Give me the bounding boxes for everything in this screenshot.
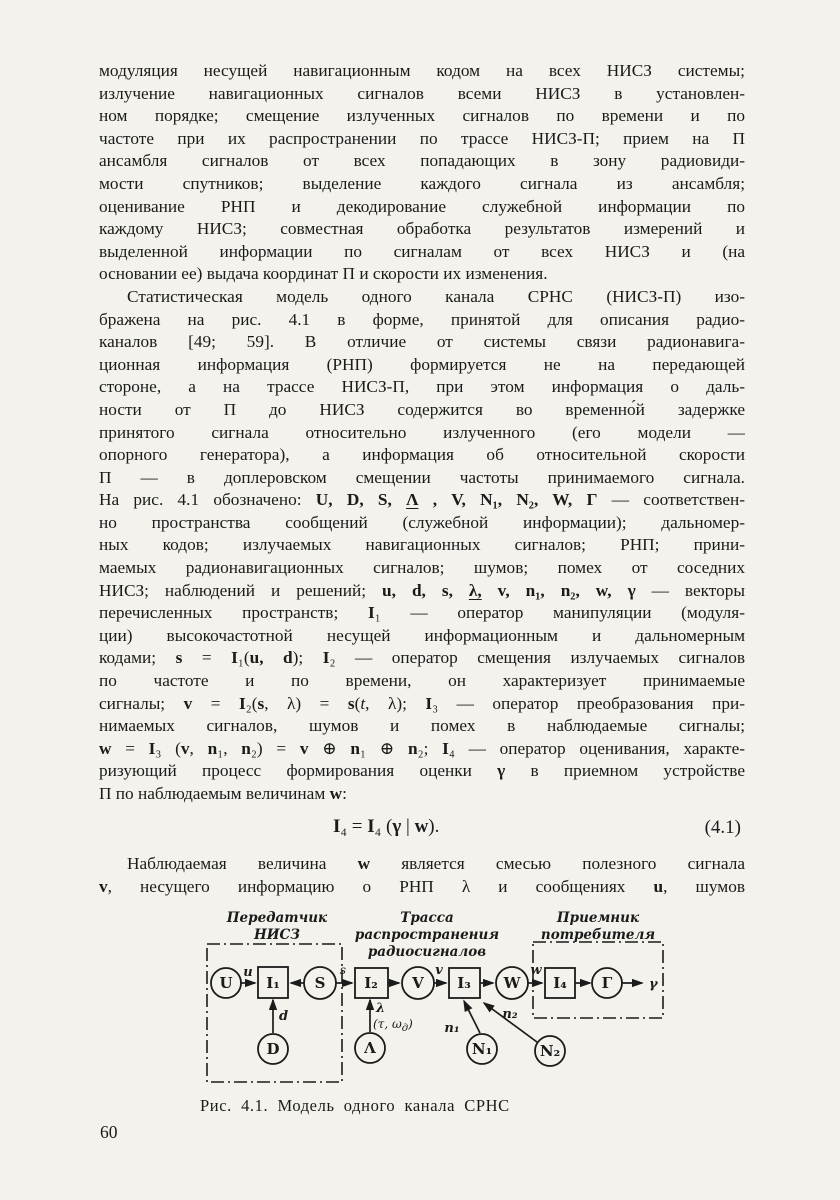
receiver-label: Приемник: [556, 910, 640, 926]
node-Lambda-label: Λ: [364, 1039, 376, 1057]
text-line: ционная информация (РНП) формируется не на передающей: [99, 354, 745, 374]
text-line: ном порядке; смещение излученных сигналов по времени и по: [99, 106, 745, 126]
text-line: оценивание РНП и декодирование служебной информации по: [99, 196, 745, 216]
text-line: П по наблюдаемым величинам w:: [99, 784, 347, 803]
text-line: v, несущего информацию о РНП λ и сообщениях u, шумов: [99, 876, 745, 896]
node-S-label: S: [314, 974, 326, 992]
transmitter-label: Передатчик: [226, 910, 328, 926]
text-line: кодами; s = I₁(u, d); I₂ — оператор смещения излучаемых сигналов: [99, 648, 745, 668]
equation-body: I₄ = I₄ (γ | w).: [333, 816, 440, 837]
operator-I2-label: I₂: [364, 974, 378, 992]
text-line: маемых радионавигационных сигналов; шумов; помех от соседних: [99, 558, 745, 578]
node-N1-label: N₁: [471, 1040, 493, 1058]
page-number: 60: [100, 1122, 118, 1142]
closing-text: [99, 853, 745, 898]
transmitter-boundary: [207, 944, 342, 1082]
text-line: ризующий процесс формирования оценки γ в приемном устройстве: [99, 761, 745, 781]
lambda-parameters-label: (τ, $\omega_д$): [373, 1017, 413, 1034]
operator-I1-label: I₁: [266, 974, 280, 992]
propagation-path-label: радиосигналов: [367, 944, 487, 960]
text-line: стороне, а на трассе НИСЗ-П, при этом информация о даль-: [99, 377, 745, 397]
text-line: излучение навигационных сигналов всеми НИСЗ в установлен-: [99, 83, 745, 103]
text-line: Статистическая модель одного канала СРНС (НИСЗ-П) изо-: [127, 286, 745, 306]
transmitter-label: НИСЗ: [254, 927, 300, 943]
text-line: НИСЗ; наблюдений и решений; u, d, s, λ, v, n₁, n₂, w, γ — векторы: [99, 580, 745, 600]
text-line: по частоте и по времени, он характеризует принимаемые: [99, 671, 745, 691]
text-line: перечисленных пространств; I₁ — оператор манипуляции (модуля-: [99, 603, 745, 623]
signal-d-label: d: [279, 1009, 289, 1024]
signal-w-label: w: [530, 963, 542, 978]
figure-caption: Рис. 4.1. Модель одного канала СРНС: [200, 1096, 510, 1115]
text-line: частоте при их распространении по трассе НИСЗ-П; прием на П: [99, 128, 745, 148]
text-line: ности от П до НИСЗ содержится во временно́й задержке: [99, 399, 745, 419]
text-line: П — в доплеровском смещении частоты принимаемого сигнала.: [99, 467, 745, 487]
text-line: каждому НИСЗ; совместная обработка результатов измерений и: [99, 219, 745, 239]
signal-lambda-label: λ: [376, 1001, 386, 1016]
node-W-label: W: [503, 974, 521, 992]
text-line: выделенной информации по сигналам от всех НИСЗ и (на: [99, 241, 745, 261]
operator-I3-label: I₃: [457, 974, 471, 992]
text-line: ансамбля сигналов от всех попадающих в зону радиовиди-: [99, 151, 745, 171]
signal-n1-label: n₁: [444, 1021, 460, 1036]
main-text: [99, 60, 745, 806]
text-line: опорного генератора), а информация об относительной скорости: [99, 445, 745, 465]
node-V-label: V: [412, 974, 424, 992]
text-line: каналов [49; 59]. В отличие от системы связи радионавига-: [99, 332, 745, 352]
text-line: модуляция несущей навигационным кодом на всех НИСЗ системы;: [99, 61, 745, 80]
operator-I4-label: I₄: [553, 974, 567, 992]
signal-n2-label: n₂: [502, 1007, 518, 1022]
text-line: Наблюдаемая величина w является смесью полезного сигнала: [127, 854, 745, 873]
equation-4-1: [99, 816, 745, 844]
receiver-label: потребителя: [540, 927, 656, 943]
figure-connectors: [241, 983, 642, 1042]
signal-u-label: u: [243, 965, 253, 980]
node-Gamma-label: Γ: [601, 974, 613, 992]
node-U-label: U: [219, 974, 233, 992]
text-line: На рис. 4.1 обозначено: U, D, S, Λ , V, N₁, N₂, W, Γ — соответствен-: [99, 490, 745, 510]
signal-v-label: v: [435, 963, 443, 978]
text-line: но пространства сообщений (служебной информации); дальномер-: [99, 512, 745, 532]
text-line: сигналы; v = I₂(s, λ) = s(t, λ); I₃ — оператор преобразования при-: [99, 693, 745, 713]
text-line: w = I₃ (v, n₁, n₂) = v ⊕ n₁ ⊕ n₂; I₄ — оператор оценивания, характе-: [99, 738, 745, 758]
text-line: бражена на рис. 4.1 в форме, принятой для описания радио-: [99, 309, 745, 329]
propagation-path-label: Трасса: [400, 910, 454, 926]
node-D-label: D: [266, 1040, 280, 1058]
text-line: мости спутников; выделение каждого сигнала из ансамбля;: [99, 173, 745, 193]
propagation-path-label: распространения: [354, 927, 500, 943]
text-line: ных кодов; излучаемых навигационных сигналов; РНП; прини-: [99, 535, 745, 555]
equation-number: (4.1): [704, 817, 741, 838]
output-gamma-label: γ: [649, 977, 658, 992]
text-line: основании ее) выдача координат П и скорости их изменения.: [99, 264, 548, 284]
figure-4-1-diagram: [180, 895, 680, 1095]
text-line: ции) высокочастотной несущей информационным и дальномерным: [99, 625, 745, 645]
text-line: нимаемых сигналов, шумов и помех в наблюдаемые сигналы;: [99, 716, 745, 736]
node-N2-label: N₂: [539, 1042, 561, 1060]
signal-s-label: s: [339, 963, 347, 977]
text-line: принятого сигнала относительно излученного (его модели —: [99, 422, 745, 442]
